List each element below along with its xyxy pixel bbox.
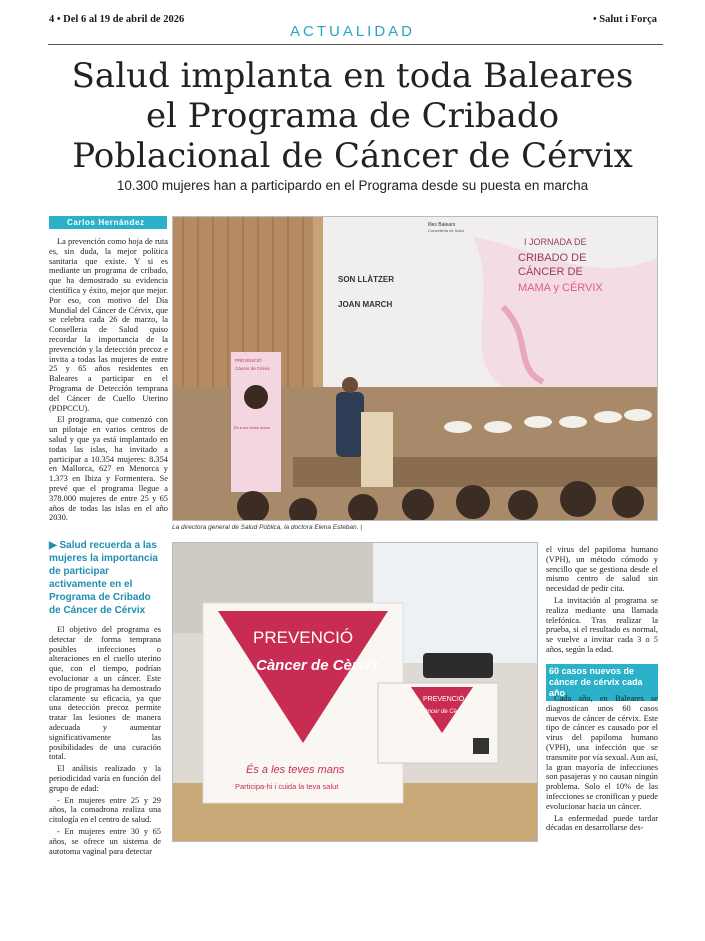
headline-line: el Programa de Cribado <box>145 96 560 136</box>
conference-illustration <box>173 217 658 521</box>
sign-org-name: Illes Balears <box>428 222 456 228</box>
publication-name: • Salut i Força <box>592 14 657 25</box>
byline: Carlos Hernández <box>49 216 167 229</box>
paragraph: el virus del papiloma humano (VPH), un método cómodo y sencillo que se gestiona desde el mismo centro de salud sin necesidad de pedir cita. <box>546 545 658 594</box>
sign-line: CÁNCER DE <box>518 266 583 278</box>
headline <box>40 56 665 176</box>
paragraph: La invitación al programa se realiza mediante una llamada telefónica. Tras realizar la prueba, si el resultado es normal, se vuelve a invitar cada 3 o 5 años, según la edad. <box>546 595 658 654</box>
conference-photo <box>172 216 658 521</box>
paragraph: El análisis realizado y la periodicidad varía en función del grupo de edad: <box>49 764 161 793</box>
paragraph: La enfermedad puede tardar décadas en desarrollarse des- <box>546 813 658 833</box>
subheadline: 10.300 mujeres han a participardo en el Programa desde su puesta en marcha <box>116 178 589 193</box>
photo-caption: La directora general de Salud Pública, la doctora Elena Esteban. | <box>172 524 362 531</box>
pullquote <box>49 539 165 617</box>
paragraph: - En mujeres entre 30 y 65 años, se ofrece un sistema de autotoma vaginal para detectar <box>49 826 161 856</box>
box-title: PREVENCIÓ <box>253 628 354 647</box>
small-box-title: PREVENCIÓ <box>423 696 465 703</box>
header-divider <box>48 44 663 45</box>
page-date: 4 • Del 6 al 19 de abril de 2026 <box>49 14 185 25</box>
body-column-3 <box>546 545 658 657</box>
box-subtitle: Càncer de Cèrvix <box>256 657 379 674</box>
sign-line: CRIBADO DE <box>518 252 587 264</box>
body-column-1 <box>49 237 168 525</box>
headline-line: Salud implanta en toda Baleares <box>71 56 634 96</box>
body-column-3b <box>546 694 658 835</box>
sign-org-sub: Conselleria de Salut <box>428 228 464 233</box>
headline-line: Poblacional de Cáncer de Cérvix <box>72 136 633 176</box>
paragraph: El objetivo del programa es detectar de forma temprana posibles infecciones o alteraciones en el cuello uterino que, con el tiempo, podrían evolucionar a un cáncer. Este tipo de programas ha demostrado claramente su eficacia, ya que una detección precoz permite tratar las lesiones de manera adecuada y aumentar significativamente las posibilidades de una curación total. <box>49 625 161 762</box>
paragraph: El programa, que comenzó con un pilotaje en varios centros de salud y que ya está implantado en todas las islas, ha invitado a participar a 10.354 mujeres: 8.354 en Mallorca, 627 en Menorca y 1.373 en Ibiza y Formentera. Se prevé que el programa llegue a 378.000 mujeres de entre 25 y 65 años de todas las islas en el año 2030. <box>49 415 168 523</box>
banner-subtitle: Càncer de Cèrvix <box>235 366 270 371</box>
box-slogan: És a les teves mans <box>246 764 345 776</box>
prevention-kit-illustration <box>173 543 538 842</box>
paragraph: Cada año, en Baleares se diagnostican unos 60 casos nuevos de cáncer de cérvix. Este tipo de cáncer es causado por el virus del papiloma humano (VPH), una infección que se transmite por vía sexual. Aun así, la gran mayoría de infecciones son pasajeras y no causan ningún problema. Solo el 10% de las infecciones se cronifican y puede evolucionar hacia un cáncer. <box>546 694 658 811</box>
sign-line: MAMA y CÉRVIX <box>518 282 603 294</box>
hospital-logo-2: JOAN MARCH <box>338 300 393 309</box>
prevention-kit-photo <box>172 542 538 842</box>
banner-slogan: És a les teves mans <box>234 425 270 430</box>
paragraph: - En mujeres entre 25 y 29 años, la comadrona realiza una citología en el centro de salud. <box>49 795 161 825</box>
section-subtitle: 60 casos nuevos de cáncer de cérvix cada año <box>546 664 658 701</box>
small-box-subtitle: Càncer de Cèrvix <box>420 709 467 715</box>
section-title: ACTUALIDAD <box>289 23 416 40</box>
banner-title: PREVENCIÓ <box>235 358 262 363</box>
paragraph: La prevención como hoja de ruta es, sin duda, la mejor política sanitaria que existe. Y si es mediante un programa de cribado, que ha demostrado su evidencia científica y éxito, mejor que mejor. Por eso, con motivo del Día Mundial del Cáncer de Cérvix, que se celebra cada 26 de marzo, la Conselleria de Salud quiso recordar la importancia de la prevención y la detección precoz e invita a todas las mujeres de entre 25 y 65 años residentes en Baleares a participar en el Programa de Detección temprana del Cáncer de Cuello Uterino (PDPCCU). <box>49 237 168 413</box>
sign-line: I JORNADA DE <box>524 237 587 247</box>
pullquote-text: Salud recuerda a las mujeres la importancia de participar activamente en el Programa de Cribado de Cáncer de Cérvix <box>49 540 158 616</box>
arrow-right-icon: ▶ <box>49 540 57 551</box>
body-column-1b <box>49 625 161 858</box>
hospital-logo-1: SON LLÀTZER <box>338 275 394 284</box>
box-tagline: Participa-hi i cuida la teva salut <box>235 782 339 791</box>
